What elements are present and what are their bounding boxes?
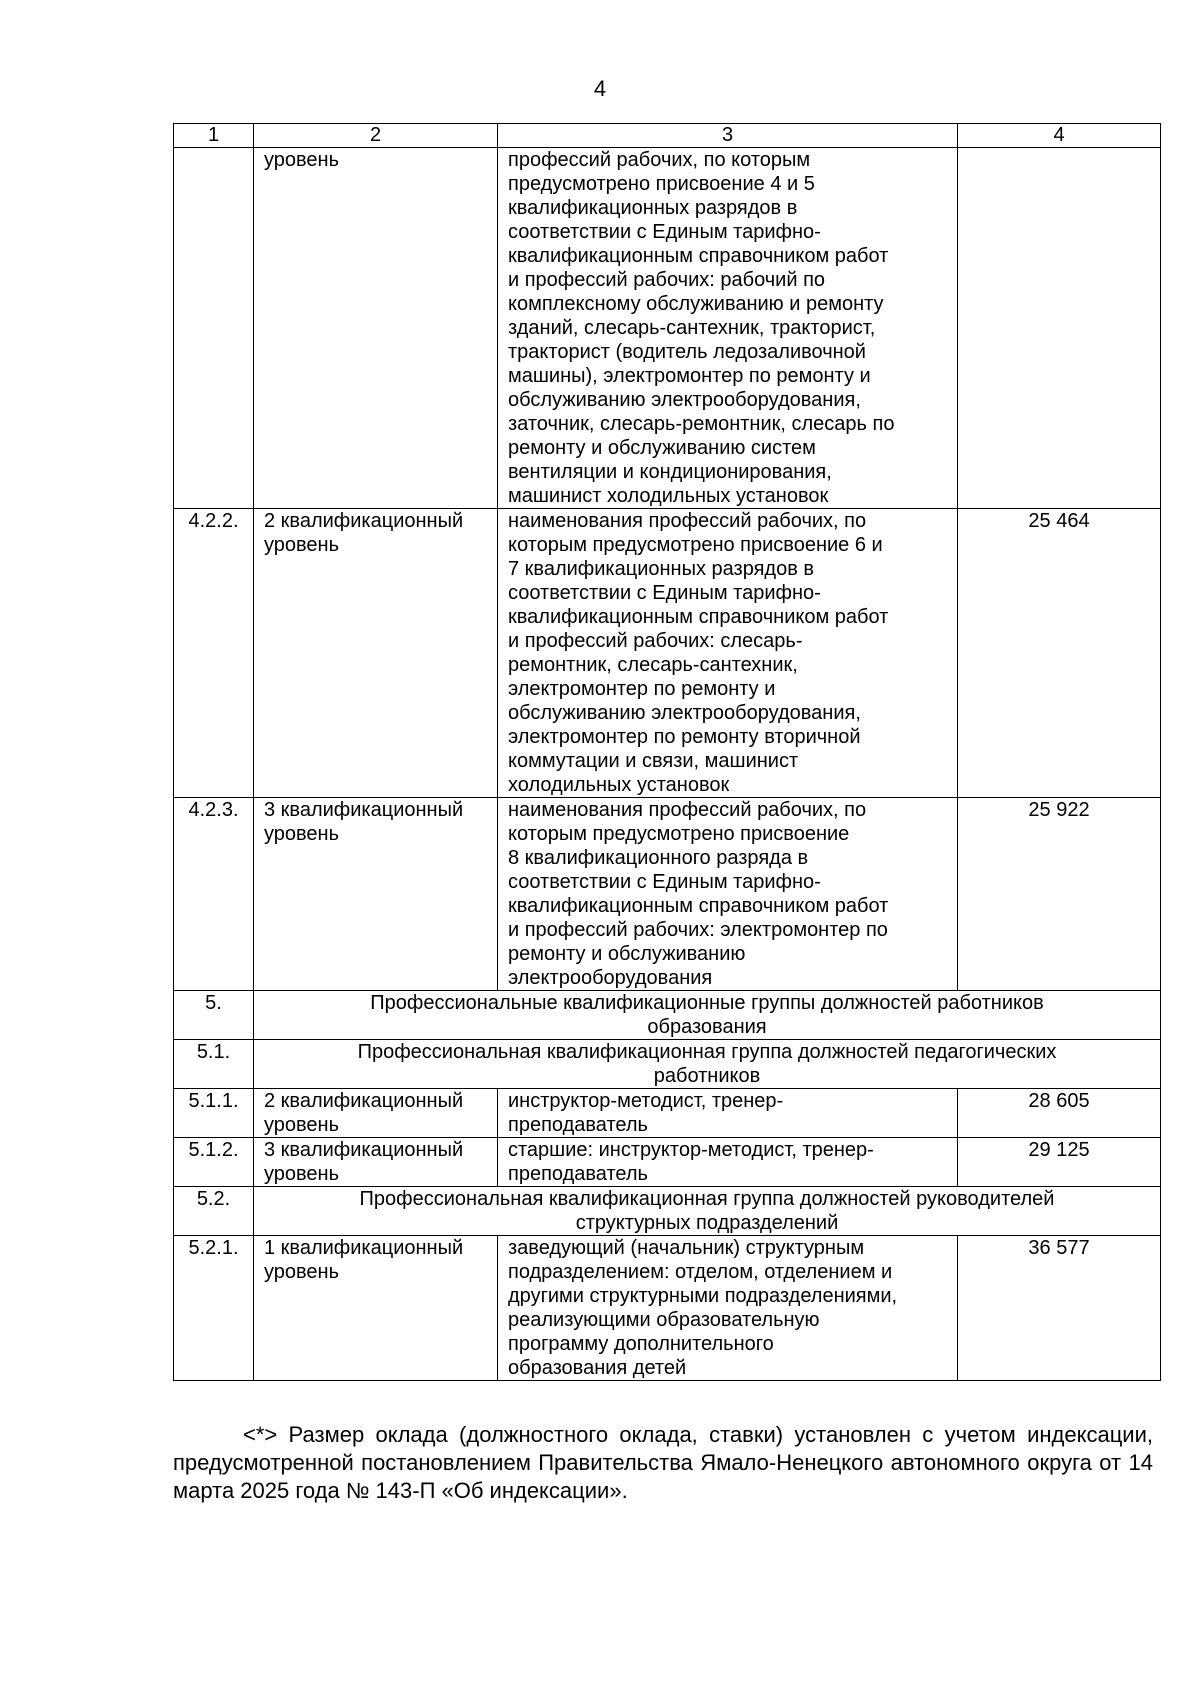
profession-description: профессий рабочих, по которым предусмотрено присвоение 4 и 5 квалификационных разрядов в соответствии с Единым тарифно- квалификационным справочником работ и профессий рабочих: рабочий по комплексному обслуживанию и ремонту зданий, слесарь-сантехник, тракторист, тракторист (водитель ледозаливочной машины), электромонтер по ремонту и обслуживанию электрооборудования, заточник, слесарь-ремонтник, слесарь по ремонту и обслуживанию систем вентиляции и кондиционирования, машинист холодильных установок [498, 148, 958, 509]
section-title: Профессиональная квалификационная группа должностей руководителей структурных подразделений [254, 1187, 1161, 1236]
table-header-row [174, 124, 1161, 148]
table-row [174, 1089, 1161, 1138]
salary-value: 29 125 [958, 1138, 1161, 1187]
section-title: Профессиональные квалификационные группы должностей работников образования [254, 991, 1161, 1040]
table-row [174, 798, 1161, 991]
salary-value: 36 577 [958, 1236, 1161, 1381]
section-row [174, 1040, 1161, 1089]
row-number: 5.2.1. [174, 1236, 254, 1381]
salary-table [173, 123, 1161, 1381]
row-number: 4.2.2. [174, 509, 254, 798]
salary-value: 28 605 [958, 1089, 1161, 1138]
salary-value: 25 922 [958, 798, 1161, 991]
header-cell: 1 [174, 124, 254, 148]
table-row [174, 1236, 1161, 1381]
qualification-level: 3 квалификационный уровень [254, 798, 498, 991]
row-number [174, 148, 254, 509]
table-row [174, 148, 1161, 509]
section-row [174, 991, 1161, 1040]
row-number: 5.1.2. [174, 1138, 254, 1187]
section-title: Профессиональная квалификационная группа должностей педагогических работников [254, 1040, 1161, 1089]
profession-description: инструктор-методист, тренер- преподаватель [498, 1089, 958, 1138]
profession-description: заведующий (начальник) структурным подразделением: отделом, отделением и другими структурными подразделениями, реализующими образовательную программу дополнительного образования детей [498, 1236, 958, 1381]
qualification-level: 2 квалификационный уровень [254, 1089, 498, 1138]
qualification-level: 1 квалификационный уровень [254, 1236, 498, 1381]
qualification-level: 2 квалификационный уровень [254, 509, 498, 798]
salary-value [958, 148, 1161, 509]
row-number: 4.2.3. [174, 798, 254, 991]
salary-value: 25 464 [958, 509, 1161, 798]
profession-description: старшие: инструктор-методист, тренер- преподаватель [498, 1138, 958, 1187]
section-number: 5.1. [174, 1040, 254, 1089]
row-number: 5.1.1. [174, 1089, 254, 1138]
header-cell: 4 [958, 124, 1161, 148]
section-number: 5.2. [174, 1187, 254, 1236]
section-row [174, 1187, 1161, 1236]
profession-description: наименования профессий рабочих, по которым предусмотрено присвоение 8 квалификационного разряда в соответствии с Единым тарифно- квалификационным справочником работ и профессий рабочих: электромонтер по ремонту и обслуживанию электрооборудования [498, 798, 958, 991]
header-cell: 2 [254, 124, 498, 148]
header-cell: 3 [498, 124, 958, 148]
footnote: <*> Размер оклада (должностного оклада, ставки) установлен с учетом индексации, предусмотренной постановлением Правительства Ямало-Ненецкого автономного округа от 14 марта 2025 года № 143-П «Об индексации». [173, 1422, 1153, 1503]
table-row [174, 1138, 1161, 1187]
qualification-level: 3 квалификационный уровень [254, 1138, 498, 1187]
table-row [174, 509, 1161, 798]
page-number: 4 [593, 76, 607, 101]
qualification-level: уровень [254, 148, 498, 509]
profession-description: наименования профессий рабочих, по которым предусмотрено присвоение 6 и 7 квалификационных разрядов в соответствии с Единым тарифно- квалификационным справочником работ и профессий рабочих: слесарь- ремонтник, слесарь-сантехник, электромонтер по ремонту и обслуживанию электрооборудования, электромонтер по ремонту вторичной коммутации и связи, машинист холодильных установок [498, 509, 958, 798]
section-number: 5. [174, 991, 254, 1040]
